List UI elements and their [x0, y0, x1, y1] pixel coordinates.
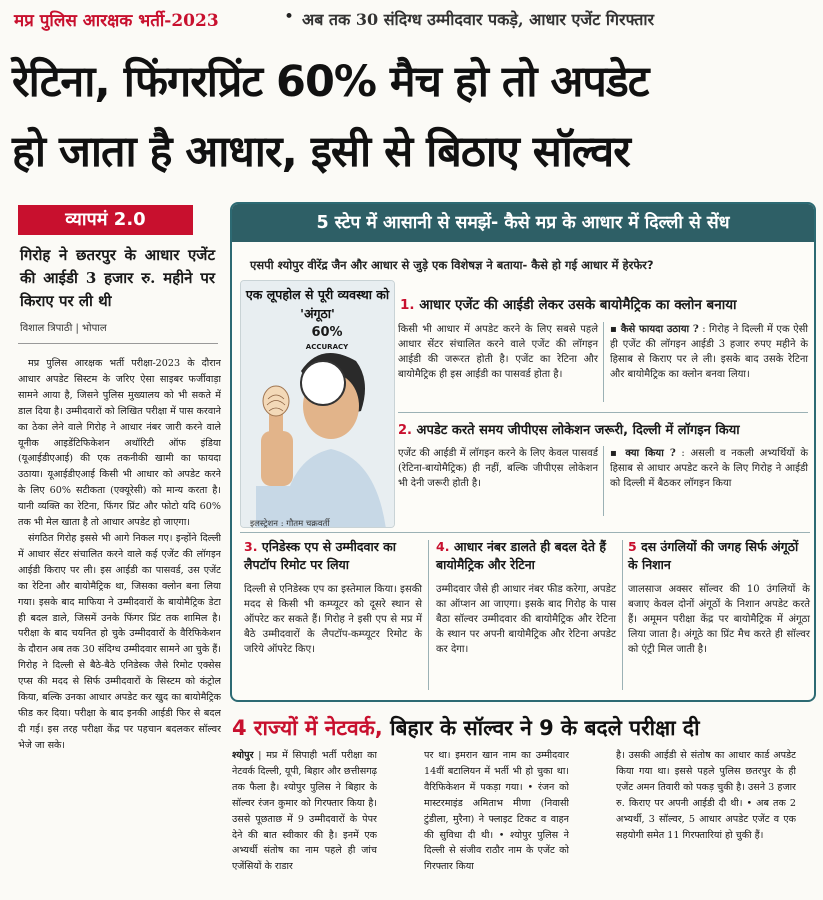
- step-1-number: 1.: [400, 297, 415, 313]
- step-3-title: [244, 538, 422, 574]
- bottom-story-col-2: पर था। इमरान खान नाम का उम्मीदवार 14वीं बटालियन में भर्ती भी हो चुका था। वैरिफिकेशन में पकड़ा गया। • रंजन को मास्टरमाइंड अमिताभ मीणा (निवासी टुंडीला, मुरैना) ने फ्लाइट टिकट व वाहन की सुविधा दी थी। • श्योपुर पुलिस ने दिल्ली से संजीव राठौर नाम के एजेंट को गिरफ्तार किया: [424, 750, 569, 873]
- headline-black-part: बिहार के सॉल्वर ने 9 के बदले परीक्षा दी: [382, 716, 700, 740]
- step-4-title: [436, 538, 616, 574]
- col-1-text: | मप्र में सिपाही भर्ती परीक्षा का नेटवर्क दिल्ली, यूपी, बिहार और छत्तीसगढ़ तक फैला है। श्योपुर पुलिस ने बिहार के सॉल्वर रंजन कुमार को गिरफ्तार किया है। उससे पूछताछ में 9 उम्मीदवारों के पेपर देने की बात स्वीकार की है। इनमें एक अभ्यर्थी संतोष का नाम पहले ही जांच एजेंसियों के राडार: [232, 750, 377, 873]
- step-1-answer: : गिरोह ने दिल्ली में एक ऐसी ही एजेंट की लॉगइन आईडी 3 हजार रुपए महीने के हिसाब से किराए पर ले ली। इसके बाद उसके रेटिना और बायोमैट्रिक का क्लोन बनवा लिया।: [610, 324, 808, 380]
- byline: विशाल त्रिपाठी | भोपाल: [20, 323, 107, 334]
- divider: [398, 412, 808, 413]
- column-divider: [622, 540, 623, 690]
- step-1-text: किसी भी आधार में अपडेट करने के लिए सबसे पहले आधार सेंटर संचालित करने वाले एजेंट की लॉगइन आईडी की जरूरत होती है। एजेंट का रेटिना और बायोमैट्रिक ही इस आईडी का पासवर्ड होता है।: [398, 324, 598, 380]
- step-2-question: ▪ क्या किया ?: [610, 448, 676, 459]
- dateline: श्योपुर: [232, 750, 254, 761]
- bottom-story-col-1: [232, 748, 377, 898]
- step-5-text: जालसाज अक्सर सॉल्वर की 10 उंगलियों के बजाए केवल दोनों अंगूठों के निशान अपडेट करते हैं। अमूमन परीक्षा केंद्र पर बायोमैट्रिक में अंगूठा लिया जाता है। अंगूठे का प्रिंट मैच करते ही सॉल्वर को एंट्री मिल जाती है।: [628, 584, 810, 655]
- accuracy-value: 60%: [311, 325, 343, 340]
- top-strap: [0, 0, 823, 44]
- illustration-credit: इलस्ट्रेशन : गौतम चक्रवर्ती: [250, 519, 330, 529]
- explainer-title: 5 स्टेप में आसानी से समझें- कैसे मप्र के आधार में दिल्ली से सेंध: [232, 204, 814, 242]
- step-4-title-text: आधार नंबर डालते ही बदल देते हैं बायोमैट्रिक और रेटिना: [436, 539, 606, 572]
- step-1-question: ▪ कैसे फायदा उठाया ?: [610, 324, 699, 335]
- column-divider: [428, 540, 429, 690]
- step-2-number: 2.: [398, 423, 412, 438]
- step-2-answer: : असली व नकली अभ्यर्थियों के हिसाब से आधार अपडेट करने के लिए गिरोह ने आईडी को दिल्ली में बैठकर लॉगइन किया: [610, 448, 809, 489]
- step-2-text: एजेंट की आईडी में लॉगइन करने के लिए केवल पासवर्ड (रेटिना-बायोमैट्रिक) ही नहीं, बल्कि जीपीएस लोकेशन भी देनी जरूरी होती है।: [398, 448, 598, 489]
- divider: [18, 343, 218, 344]
- bottom-story-col-3: है। उसकी आईडी से संतोष का आधार कार्ड अपडेट किया गया था। इससे पहले पुलिस छतरपुर के ही एजेंट अमन तिवारी को पकड़ चुकी है। उसने 3 हजार रु. किराए पर अपनी आईडी दी थी। • अब तक 2 अभ्यर्थी, 3 सॉल्वर, 5 आधार अपडेट एजेंट व एक सहयोगी समेत 11 गिरफ्तारियां हो चुकी हैं।: [616, 750, 796, 841]
- bottom-story-headline: [232, 714, 822, 742]
- step-3-number: 3.: [244, 539, 258, 554]
- step-1-title-text: आधार एजेंट की आईडी लेकर उसके बायोमैट्रिक का क्लोन बनाया: [419, 297, 737, 313]
- vyapam-badge: व्यापमं 2.0: [18, 205, 193, 235]
- headline-line-1: रेटिना, फिंगरप्रिंट 60% मैच हो तो अपडेट: [12, 57, 649, 107]
- step-2-title: [398, 420, 813, 438]
- step-3-text: दिल्ली से एनिडेस्क एप का इस्तेमाल किया। इसकी मदद से किसी भी कम्प्यूटर को दूसरे स्थान से ऑपरेट कर सकते हैं। गिरोह ने इसी एप से मप्र में बैठे उम्मीदवारों के लैपटॉप-कम्प्यूटर रिमोट के जरिये ऑपरेट किए।: [244, 584, 422, 655]
- illustration-title: एक लूपहोल से पूरी व्यवस्था को 'अंगूठा': [245, 287, 390, 321]
- step-1-qa: [610, 322, 808, 382]
- step-4-text: उम्मीदवार जैसे ही आधार नंबर फीड करेगा, अपडेट का ऑप्शन आ जाएगा। इसके बाद गिरोह के पास बैठा सॉल्वर उम्मीदवार की बायोमैट्रिक और रेटिना के स्थान पर अपनी बायोमैट्रिक और रेटिना अपडेट कर देगा।: [436, 584, 616, 655]
- section-tag: मप्र पुलिस आरक्षक भर्ती-2023: [14, 11, 219, 31]
- left-story-body: [18, 356, 221, 896]
- divider: [240, 532, 810, 533]
- left-story-title: गिरोह ने छतरपुर के आधार एजेंट की आईडी 3 हजार रु. महीने पर किराए पर ली थी: [20, 246, 215, 310]
- paragraph-2: संगठित गिरोह इससे भी आगे निकल गए। इन्होंने दिल्ली में आधार सेंटर संचालित करने वाले कई एजेंट की लॉगइन आईडी किराए पर ली। इस आईडी का पासवर्ड, उस एजेंट का रेटिना और बायोमैट्रिक था, जिसका क्लोन बना लिया गया। इसके बाद माफिया ने उम्मीदवारों के बायोमैट्रिक डेटा ही बदल डाले, जिसमें उनके फिंगर प्रिंट तक शामिल है। परीक्षा के बाद चयनित हो चुके उम्मीदवारों के वैरिफिकेशन के दौरान अब तक 30 संदिग्ध उम्मीदवार सामने आ चुके हैं। गिरोह ने दिल्ली से बैठे-बैठे एनिडेस्क जैसे रिमोट एक्सेस एप्स की मदद से सिर्फ उम्मीदवारों के सिस्टम को कंट्रोल किया, बल्कि उनका आधार अपडेट कर खुद का बायोमैट्रिक फीड कर दिया। परीक्षा के बाद इनकी आईडी फिर से बदल दी गई। इस तरह परीक्षा केंद्र पर पहचान बदलकर सॉल्वर भेजे जा सके।: [18, 532, 221, 751]
- subheadline: अब तक 30 संदिग्ध उम्मीदवार पकड़े, आधार एजेंट गिरफ्तार: [302, 10, 655, 29]
- bullet-separator: •: [284, 7, 295, 27]
- step-5-title: [628, 538, 810, 574]
- headline-line-2: हो जाता है आधार, इसी से बिठाए सॉल्वर: [12, 127, 630, 177]
- step-5-title-text: दस उंगलियों की जगह सिर्फ अंगूठों के निशान: [628, 539, 799, 572]
- explainer-intro: एसपी श्योपुर वीरेंद्र जैन और आधार से जुड़े एक विशेषज्ञ ने बताया- कैसे हो गई आधार में हेरफेर?: [250, 258, 654, 272]
- headline-red-part: 4 राज्यों में नेटवर्क,: [232, 716, 383, 740]
- step-5-number: 5: [628, 539, 637, 554]
- paragraph-1: मप्र पुलिस आरक्षक भर्ती परीक्षा-2023 के दौरान आधार अपडेट सिस्टम के जरिए ऐसा साइबर फर्जीवाड़ा सामने आया है, जिसने पुलिस मुख्यालय को भी सकते में डाल दिया है। उम्मीदवारों को लिखित परीक्षा में पास करवाने का ठेका लेने वाले गिरोह ने आधार नंबर जारी करने वाले यूनीक आइडेंटिफिकेशन अथॉरिटी ऑफ इंडिया (यूआईडीएआई) की एक तकनीकी खामी का फायदा उठाया। यूआईडीएआई किसी भी आधार को अपडेट करने के लिए 60% सटीकता (एक्यूरेसी) को मान्य करता है। यानी व्यक्ति का रेटिना, फिंगर प्रिंट और फोटो यदि 60% तक भी मेल खाता है तो आधार अपडेट हो जाएगा।: [18, 358, 221, 529]
- column-divider: [603, 446, 604, 516]
- accuracy-label: ACCURACY: [305, 343, 349, 351]
- step-2-title-text: अपडेट करते समय जीपीएस लोकेशन जरूरी, दिल्ली में लॉगइन किया: [416, 423, 740, 438]
- step-3-title-text: एनिडेस्क एप से उम्मीदवार का लैपटॉप रिमोट पर लिया: [244, 539, 396, 572]
- step-2-qa: [610, 446, 808, 491]
- step-4-number: 4.: [436, 539, 450, 554]
- column-divider: [603, 322, 604, 402]
- step-1-title: [400, 295, 810, 313]
